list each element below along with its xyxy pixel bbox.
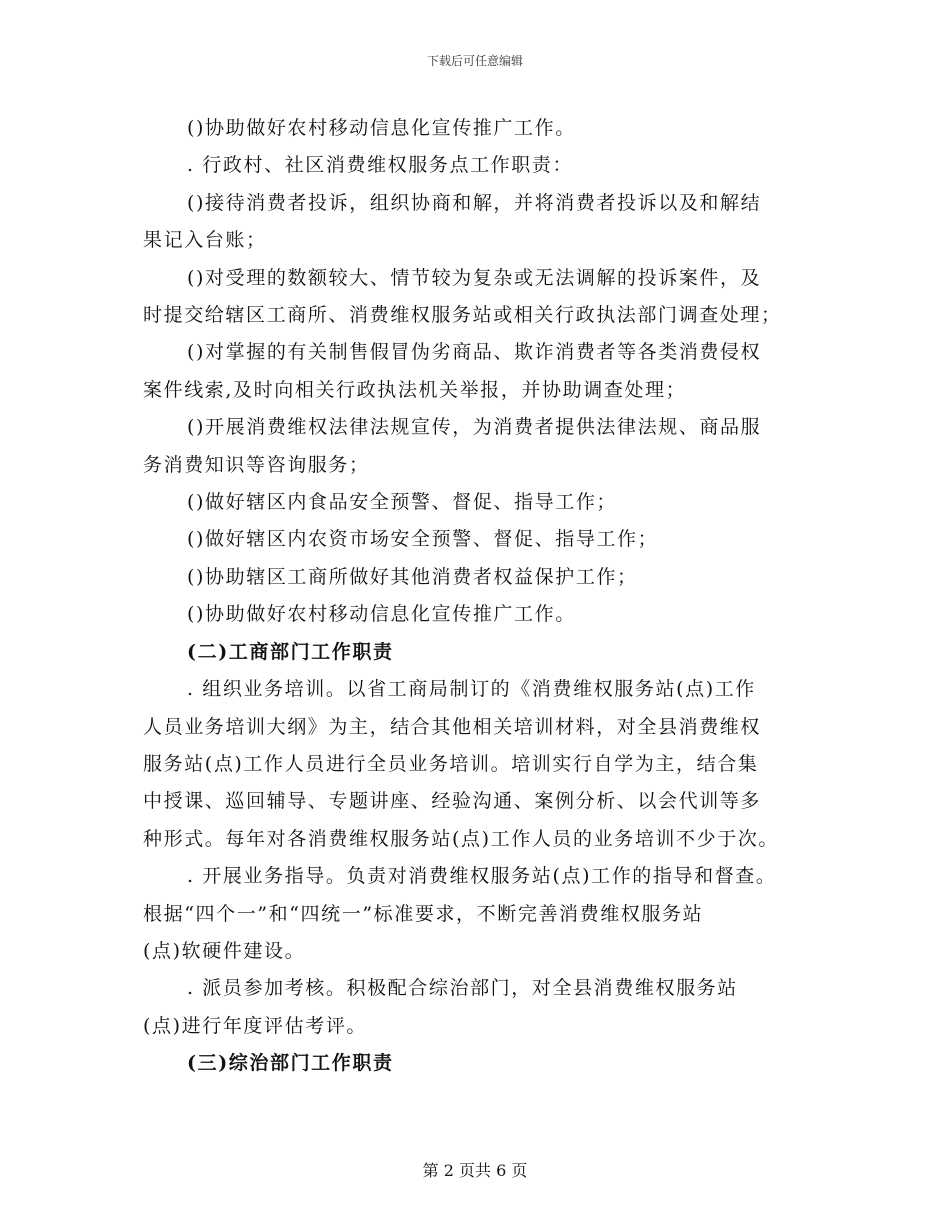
section-heading: (二)工商部门工作职责 — [187, 640, 394, 663]
paragraph-line: 种形式。每年对各消费维权服务站(点)工作人员的业务培训不少于次。 — [143, 827, 780, 850]
paragraph-line: ()协助做好农村移动信息化宣传推广工作。 — [187, 117, 576, 139]
paragraph-line: ()接待消费者投诉，组织协商和解，并将消费者投诉以及和解结 — [187, 191, 762, 214]
section-heading: (三)综治部门工作职责 — [187, 1052, 394, 1075]
paragraph-line: (点)软硬件建设。 — [143, 939, 306, 962]
page-header: 下载后可任意编辑 — [426, 54, 523, 68]
paragraph-line: 中授课、巡回辅导、专题讲座、经验沟通、案例分析、以会代训等多 — [143, 790, 762, 813]
paragraph-line: ()对受理的数额较大、情节较为复杂或无法调解的投诉案件，及 — [187, 266, 762, 289]
paragraph-line: ()协助做好农村移动信息化宣传推广工作。 — [187, 603, 576, 626]
paragraph-line: . 开展业务指导。负责对消费维权服务站(点)工作的指导和督查。 — [187, 865, 777, 888]
paragraph-line: (点)进行年度评估考评。 — [143, 1014, 368, 1037]
paragraph-line: ()做好辖区内食品安全预警、督促、指导工作； — [187, 491, 618, 514]
paragraph-line: 时提交给辖区工商所、消费维权服务站或相关行政执法部门调查处理； — [143, 304, 782, 327]
paragraph-line: 果记入台账； — [143, 229, 267, 252]
paragraph-line: ()协助辖区工商所做好其他消费者权益保护工作； — [187, 565, 638, 588]
paragraph-line: 根据“四个一”和“四统一”标准要求，不断完善消费维权服务站 — [143, 902, 704, 925]
paragraph-line: 人员业务培训大纲》为主，结合其他相关培训材料，对全县消费维权 — [143, 715, 762, 738]
paragraph-line: 服务站(点)工作人员进行全员业务培训。培训实行自学为主，结合集 — [143, 752, 759, 775]
paragraph-line: 务消费知识等咨询服务； — [143, 453, 370, 476]
paragraph-line: . 组织业务培训。以省工商局制订的《消费维权服务站(点)工作 — [187, 678, 756, 701]
paragraph-line: ()开展消费维权法律法规宣传，为消费者提供法律法规、商品服 — [187, 416, 762, 439]
paragraph-line: ()做好辖区内农资市场安全预警、督促、指导工作； — [187, 528, 659, 551]
paragraph-line: 案件线索,及时向相关行政执法机关举报，并协助调查处理； — [143, 378, 687, 401]
document-body — [143, 110, 811, 1083]
paragraph-line: . 行政村、社区消费维权服务点工作职责： — [187, 154, 574, 177]
paragraph-line: ()对掌握的有关制售假冒伪劣商品、欺诈消费者等各类消费侵权 — [187, 341, 762, 364]
paragraph-line: . 派员参加考核。积极配合综治部门，对全县消费维权服务站 — [187, 977, 738, 1000]
page-footer: 第 2 页共 6 页 — [422, 1161, 528, 1180]
